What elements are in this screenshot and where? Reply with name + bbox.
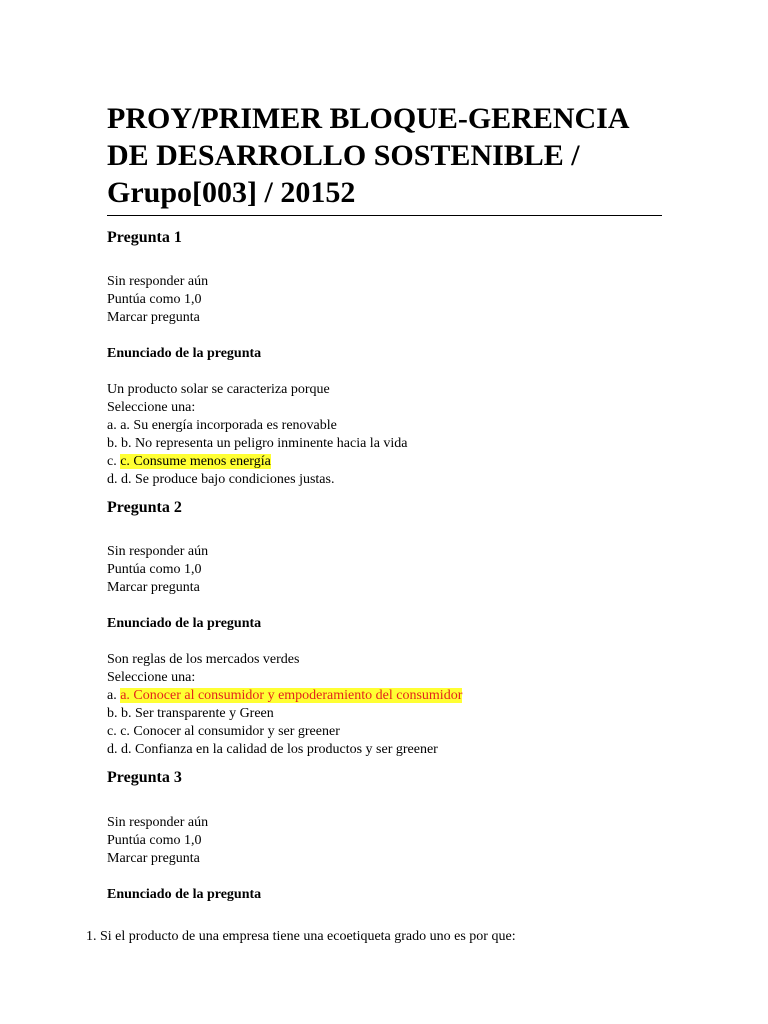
question-2-points: Puntúa como 1,0: [107, 562, 202, 577]
question-2-option-a[interactable]: [107, 687, 662, 705]
question-1-points: Puntúa como 1,0: [107, 292, 202, 307]
title-line-2: DE DESARROLLO SOSTENIBLE /: [107, 139, 580, 172]
question-3-heading: Pregunta 3: [107, 769, 182, 786]
title-line-1: PROY/PRIMER BLOQUE-GERENCIA: [107, 102, 630, 135]
question-1-option-b[interactable]: [107, 435, 662, 453]
option-text: a. Su energía incorporada es renovable: [120, 418, 337, 433]
option-prefix: c.: [107, 454, 121, 469]
option-prefix: d.: [107, 472, 121, 487]
question-1-prompt: Seleccione una:: [107, 400, 196, 415]
question-1-option-c[interactable]: [107, 453, 662, 471]
question-3-numbered-item: 1. Si el producto de una empresa tiene una ecoetiqueta grado uno es por que:: [86, 929, 516, 944]
option-prefix: a.: [107, 688, 121, 703]
question-2: [107, 498, 662, 759]
question-3-statement-label: Enunciado de la pregunta: [107, 887, 262, 902]
question-1: [107, 228, 662, 489]
question-2-option-d[interactable]: [107, 741, 662, 759]
question-1-status: Sin responder aún: [107, 274, 209, 289]
question-1-flag-link[interactable]: Marcar pregunta: [107, 310, 200, 325]
question-2-flag-link[interactable]: Marcar pregunta: [107, 580, 200, 595]
option-text: b. Ser transparente y Green: [121, 706, 274, 721]
question-1-option-a[interactable]: [107, 417, 662, 435]
question-2-prompt: Seleccione una:: [107, 670, 196, 685]
question-3-points: Puntúa como 1,0: [107, 833, 202, 848]
question-1-heading: Pregunta 1: [107, 229, 182, 246]
option-prefix: d.: [107, 742, 121, 757]
question-3: [107, 768, 662, 904]
question-2-status: Sin responder aún: [107, 544, 209, 559]
option-text-highlighted: a. Conocer al consumidor y empoderamiento del consumidor: [120, 688, 463, 703]
option-text: d. Se produce bajo condiciones justas.: [121, 472, 335, 487]
question-3-status: Sin responder aún: [107, 815, 209, 830]
option-text-highlighted: c. Consume menos energía: [120, 454, 271, 469]
option-text: d. Confianza en la calidad de los productos y ser greener: [121, 742, 438, 757]
question-2-option-b[interactable]: [107, 705, 662, 723]
question-2-text: Son reglas de los mercados verdes: [107, 652, 300, 667]
option-prefix: a.: [107, 418, 121, 433]
question-2-statement-label: Enunciado de la pregunta: [107, 616, 262, 631]
option-prefix: b.: [107, 436, 121, 451]
question-1-text: Un producto solar se caracteriza porque: [107, 382, 330, 397]
page-title: [107, 100, 662, 216]
option-text: c. Conocer al consumidor y ser greener: [120, 724, 340, 739]
document-page: [107, 100, 662, 216]
option-prefix: b.: [107, 706, 121, 721]
option-text: b. No representa un peligro inminente hacia la vida: [121, 436, 408, 451]
question-3-flag-link[interactable]: Marcar pregunta: [107, 851, 200, 866]
option-prefix: c.: [107, 724, 121, 739]
question-1-statement-label: Enunciado de la pregunta: [107, 346, 262, 361]
question-2-option-c[interactable]: [107, 723, 662, 741]
question-2-heading: Pregunta 2: [107, 499, 182, 516]
question-1-option-d[interactable]: [107, 471, 662, 489]
title-line-3: Grupo[003] / 20152: [107, 176, 356, 209]
